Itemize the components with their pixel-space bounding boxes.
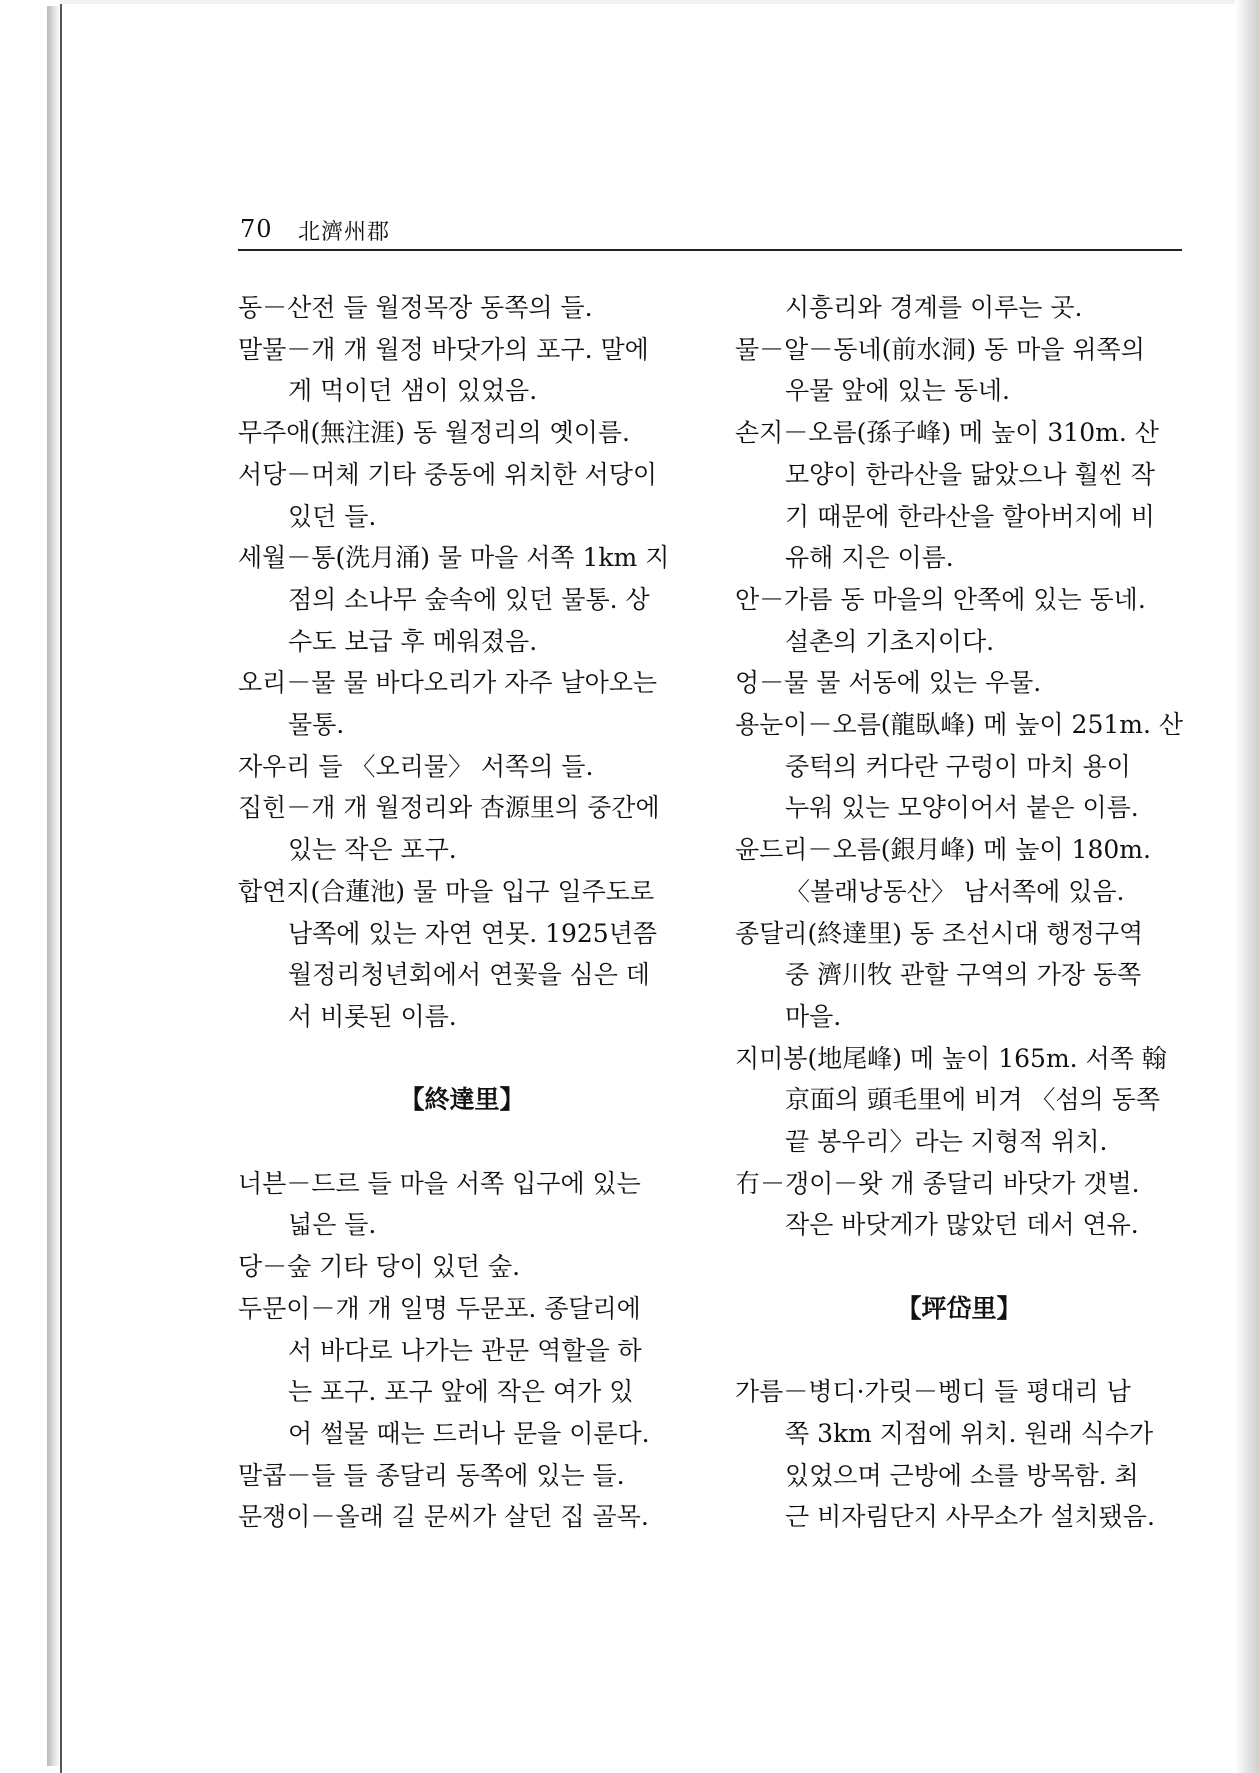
entry-line: 집힌－개 개 월정리와 杏源里의 중간에 bbox=[238, 793, 660, 823]
entry-line: 문쟁이－올래 길 문씨가 살던 집 골목. bbox=[238, 1502, 649, 1532]
entry-line: 서당－머체 기타 중동에 위치한 서당이 bbox=[238, 459, 658, 489]
entry-continuation: 남쪽에 있는 자연 연못. 1925년쯤 bbox=[288, 918, 658, 948]
entry-line: 너븐－드르 들 마을 서쪽 입구에 있는 bbox=[238, 1168, 641, 1198]
entry-continuation: 넓은 들. bbox=[288, 1210, 377, 1240]
entry-continuation: 점의 소나무 숲속에 있던 물통. 상 bbox=[288, 584, 650, 614]
spacer bbox=[735, 1330, 1183, 1372]
entry-continuation: 설촌의 기초지이다. bbox=[785, 626, 995, 656]
entry-continuation: 물통. bbox=[288, 710, 345, 740]
entry-continuation: 〈볼래낭동산〉 남서쪽에 있음. bbox=[785, 876, 1125, 906]
entry-continuation: 끝 봉우리〉라는 지형적 위치. bbox=[785, 1127, 1108, 1157]
entry-continuation: 모양이 한라산을 닮았으나 훨씬 작 bbox=[785, 459, 1155, 489]
entry-continuation: 있었으며 근방에 소를 방목함. 최 bbox=[785, 1460, 1139, 1490]
entry-line: 자우리 들 〈오리물〉 서쪽의 들. bbox=[238, 751, 594, 781]
entry-line: 안－가름 동 마을의 안쪽에 있는 동네. bbox=[735, 584, 1146, 614]
entry-line: 용눈이－오름(龍臥峰) 메 높이 251m. 산 bbox=[735, 710, 1184, 740]
entry-line: 물－알－동네(前水洞) 동 마을 위쪽의 bbox=[735, 334, 1145, 364]
right-column bbox=[735, 287, 1183, 1538]
entry-continuation: 시흥리와 경계를 이루는 곳. bbox=[785, 293, 1083, 322]
entry-line: 윤드리－오름(銀月峰) 메 높이 180m. bbox=[735, 835, 1151, 865]
entry-line: 두문이－개 개 일명 두문포. 종달리에 bbox=[238, 1293, 641, 1323]
entry-continuation: 우물 앞에 있는 동네. bbox=[785, 376, 1010, 406]
entry-line: 말콥－들 들 종달리 동쪽에 있는 들. bbox=[238, 1460, 625, 1490]
entry-continuation: 마을. bbox=[785, 1001, 842, 1031]
section-heading: 【坪岱里】 bbox=[896, 1293, 1022, 1323]
entry-continuation: 京面의 頭毛里에 비겨 〈섬의 동쪽 bbox=[785, 1085, 1160, 1115]
page-edge bbox=[60, 0, 1240, 4]
spacer bbox=[238, 1038, 686, 1080]
entry-line: 손지－오름(孫子峰) 메 높이 310m. 산 bbox=[735, 418, 1159, 448]
entry-continuation: 중 濟川牧 관할 구역의 가장 동쪽 bbox=[785, 960, 1142, 990]
entry-continuation: 서 바다로 나가는 관문 역할을 하 bbox=[288, 1335, 642, 1365]
entry-continuation: 쪽 3km 지점에 위치. 원래 식수가 bbox=[785, 1418, 1154, 1448]
entry-line: 당－숲 기타 당이 있던 숲. bbox=[238, 1252, 521, 1282]
entry-continuation: 수도 보급 후 메워졌음. bbox=[288, 626, 538, 656]
entry-continuation: 기 때문에 한라산을 할아버지에 비 bbox=[785, 501, 1155, 531]
entry-continuation: 게 먹이던 샘이 있었음. bbox=[288, 376, 538, 406]
entry-line: 종달리(終達里) 동 조선시대 행정구역 bbox=[735, 918, 1144, 948]
entry-line: 지미봉(地尾峰) 메 높이 165m. 서쪽 翰 bbox=[735, 1043, 1167, 1073]
entry-continuation: 있던 들. bbox=[288, 501, 377, 531]
running-title: 北濟州郡 bbox=[298, 220, 391, 245]
entry-line: 오리－물 물 바다오리가 자주 날아오는 bbox=[238, 668, 658, 698]
entry-line: 동－산전 들 월정목장 동쪽의 들. bbox=[238, 293, 593, 322]
entry-continuation: 유해 지은 이름. bbox=[785, 543, 954, 573]
entry-line: 엉－물 물 서동에 있는 우물. bbox=[735, 668, 1042, 698]
entry-line: 冇－갱이－왓 개 종달리 바닷가 갯벌. bbox=[735, 1168, 1140, 1198]
section-heading: 【終達里】 bbox=[399, 1085, 525, 1115]
entry-continuation: 누워 있는 모양이어서 붙은 이름. bbox=[785, 793, 1139, 823]
spacer bbox=[238, 1121, 686, 1163]
entry-line: 가름－병디·가릿－벵디 들 평대리 남 bbox=[735, 1377, 1131, 1407]
page-shadow-right bbox=[1235, 0, 1259, 1773]
entry-line: 합연지(合蓮池) 물 마을 입구 일주도로 bbox=[238, 876, 655, 906]
page-shadow-left bbox=[47, 6, 61, 1766]
entry-line: 말물－개 개 월정 바닷가의 포구. 말에 bbox=[238, 334, 649, 364]
entry-continuation: 월정리청년회에서 연꽃을 심은 데 bbox=[288, 960, 650, 990]
entry-line: 무주애(無注涯) 동 월정리의 옛이름. bbox=[238, 418, 630, 448]
entry-line: 세월－통(洗月涌) 물 마을 서쪽 1km 지 bbox=[238, 543, 670, 573]
entry-continuation: 중턱의 커다란 구렁이 마치 용이 bbox=[785, 751, 1131, 781]
running-head bbox=[238, 215, 1182, 251]
entry-continuation: 있는 작은 포구. bbox=[288, 835, 457, 865]
entry-continuation: 는 포구. 포구 앞에 작은 여가 있 bbox=[288, 1377, 634, 1407]
entry-continuation: 서 비롯된 이름. bbox=[288, 1001, 457, 1031]
spacer bbox=[735, 1246, 1183, 1288]
entry-continuation: 근 비자림단지 사무소가 설치됐음. bbox=[785, 1502, 1155, 1532]
left-column bbox=[238, 287, 686, 1538]
page-number: 70 bbox=[240, 215, 273, 243]
entry-continuation: 어 썰물 때는 드러나 문을 이룬다. bbox=[288, 1418, 650, 1448]
entry-continuation: 작은 바닷게가 많았던 데서 연유. bbox=[785, 1210, 1139, 1240]
